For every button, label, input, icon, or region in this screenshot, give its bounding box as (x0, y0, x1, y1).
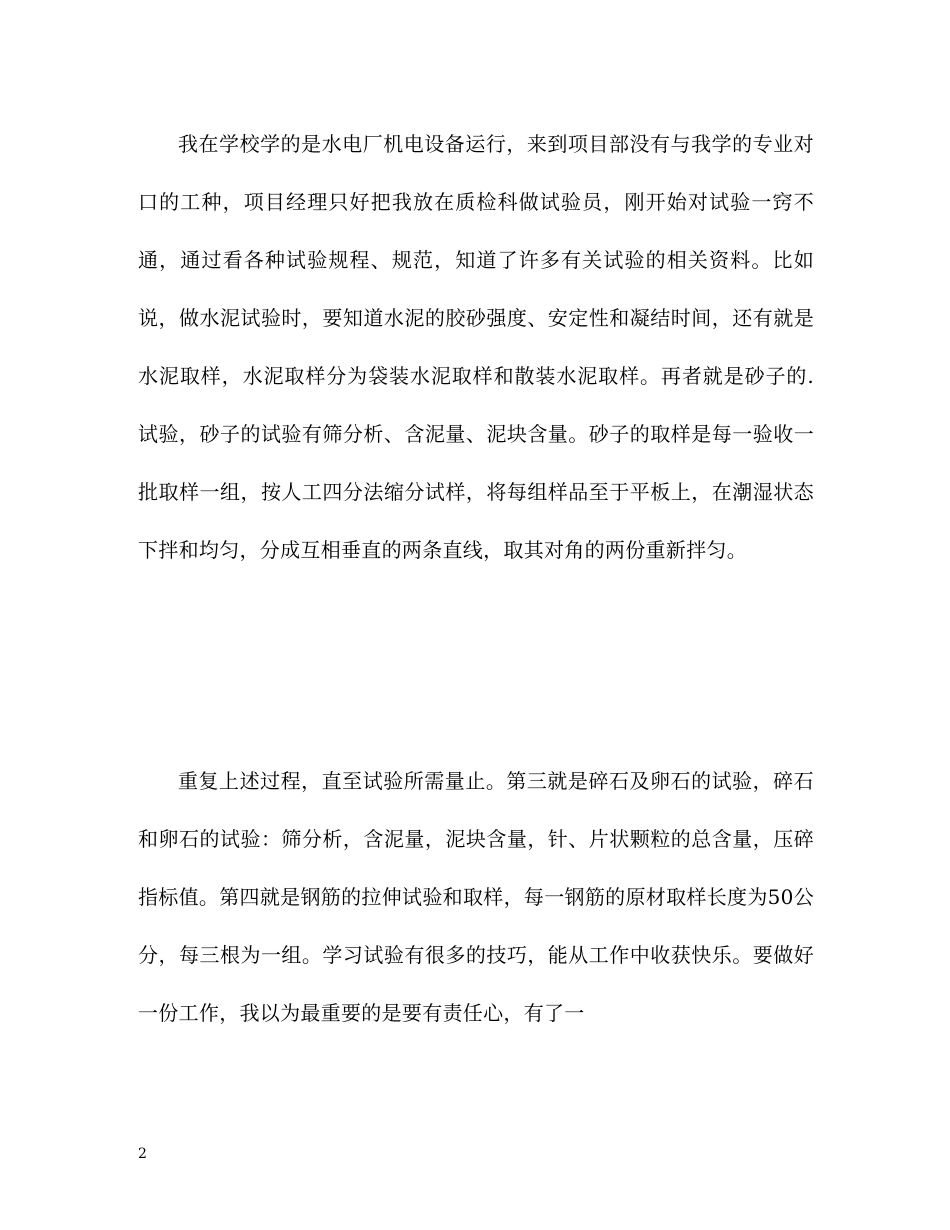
body-paragraph: 重复上述过程，直至试验所需量止。第三就是碎石及卵石的试验，碎石和卵石的试验：筛分析，含泥量，泥块含量，针、片状颗粒的总含量，压碎指标值。第四就是钢筋的拉伸试验和取样，每一钢筋的原材取样长度为50公分，每三根为一组。学习试验有很多的技巧，能从工作中收获快乐。要做好一份工作，我以为最重要的是要有责任心，有了一 (138, 769, 814, 1025)
body-paragraph: 我在学校学的是水电厂机电设备运行，来到项目部没有与我学的专业对口的工种，项目经理只好把我放在质检科做试验员，刚开始对试验一窍不通，通过看各种试验规程、规范，知道了许多有关试验的相关资料。比如说，做水泥试验时，要知道水泥的胶砂强度、安定性和凝结时间，还有就是水泥取样，水泥取样分为袋装水泥取样和散装水泥取样。再者就是砂子的.试验，砂子的试验有筛分析、含泥量、泥块含量。砂子的取样是每一验收一批取样一组，按人工四分法缩分试样，将每组样品至于平板上，在潮湿状态下拌和均匀，分成互相垂直的两条直线，取其对角的两份重新拌匀。 (138, 132, 814, 562)
page-number: 2 (138, 1146, 147, 1162)
